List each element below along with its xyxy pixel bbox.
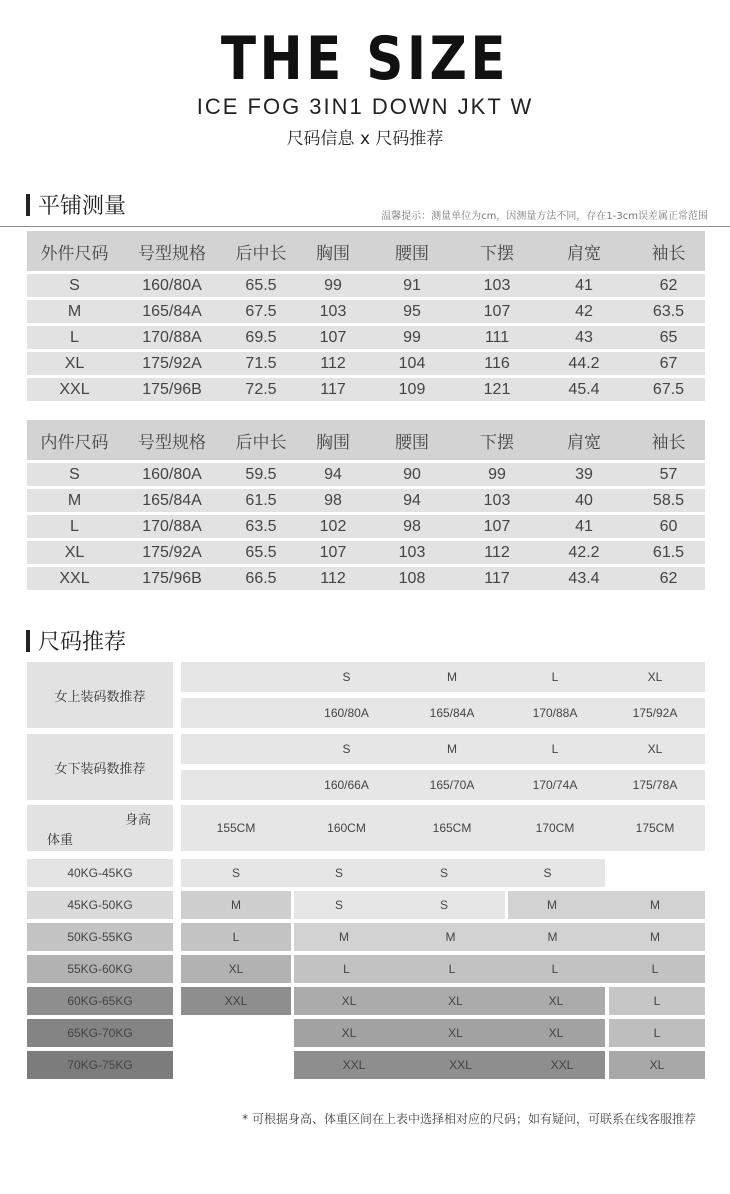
table-row: [27, 274, 705, 297]
table-cell: 175/96B: [122, 567, 222, 590]
heading-bar: [26, 194, 30, 216]
section-subtitle: 尺码信息 x 尺码推荐: [286, 129, 444, 149]
size-cell: S: [231, 866, 240, 880]
column-header: 内件尺码: [27, 420, 122, 460]
table-cell: 107: [458, 515, 536, 538]
measure-note: 温馨提示：测量单位为cm，因测量方法不同，存在1-3cm误差属正常范围: [381, 211, 708, 222]
table-cell: 103: [300, 300, 366, 323]
height-value: 175CM: [635, 821, 675, 835]
column-header: 袖长: [632, 231, 705, 271]
table-cell: XXL: [27, 378, 122, 401]
weight-range: 40KG-45KG: [27, 859, 173, 887]
table-cell: 99: [458, 463, 536, 486]
table-cell: L: [27, 515, 122, 538]
table-cell: 65: [632, 326, 705, 349]
table-cell: 58.5: [632, 489, 705, 512]
size-cell: XL: [181, 955, 291, 983]
table-cell: 121: [458, 378, 536, 401]
table-cell: 94: [300, 463, 366, 486]
table-cell: M: [27, 489, 122, 512]
table-cell: XL: [27, 352, 122, 375]
product-name: ICE FOG 3IN1 DOWN JKT W: [196, 94, 534, 119]
column-header: 袖长: [632, 420, 705, 460]
column-header: 胸围: [300, 420, 366, 460]
top-spec: 170/88A: [532, 706, 578, 720]
size-cell: S: [439, 866, 448, 880]
table-cell: 116: [458, 352, 536, 375]
top-spec: 160/80A: [324, 706, 369, 720]
table-cell: 61.5: [222, 489, 300, 512]
table-cell: 99: [366, 326, 458, 349]
table-row: [27, 515, 705, 538]
table-cell: 170/88A: [122, 515, 222, 538]
table-row: [27, 567, 705, 590]
size-cell: L: [181, 923, 291, 951]
table-cell: XXL: [27, 567, 122, 590]
column-header: 外件尺码: [27, 231, 122, 271]
top-size: XL: [647, 670, 663, 684]
size-cell: XL: [341, 1026, 357, 1040]
table-cell: 65.5: [222, 274, 300, 297]
top-size: L: [551, 670, 559, 684]
top-spec: 175/92A: [632, 706, 678, 720]
size-cell: XXL: [181, 987, 291, 1015]
top-spec: 165/84A: [429, 706, 475, 720]
table-row: [27, 300, 705, 323]
table-cell: 63.5: [222, 515, 300, 538]
table-cell: XL: [27, 541, 122, 564]
size-cell: M: [650, 898, 660, 912]
table-cell: 175/92A: [122, 541, 222, 564]
heading-bar: [26, 630, 30, 652]
table-cell: 66.5: [222, 567, 300, 590]
height-weight-corner: [27, 805, 173, 851]
table-cell: 117: [300, 378, 366, 401]
size-cell: XL: [341, 994, 357, 1008]
outer-size-table: [27, 228, 705, 404]
table-cell: 108: [366, 567, 458, 590]
top-size: M: [447, 670, 457, 684]
table-cell: 103: [366, 541, 458, 564]
table-cell: 165/84A: [122, 300, 222, 323]
size-cell: S: [334, 898, 343, 912]
size-cell: XXL: [550, 1058, 574, 1072]
size-cell: M: [181, 891, 291, 919]
recommend-section-heading: [26, 625, 126, 656]
height-value: 165CM: [432, 821, 472, 835]
column-header: 下摆: [458, 420, 536, 460]
table-cell: 165/84A: [122, 489, 222, 512]
table-cell: 42: [536, 300, 632, 323]
page-title: THE SIZE: [220, 24, 510, 94]
table-cell: 43: [536, 326, 632, 349]
size-cell: M: [339, 930, 349, 944]
inner-size-table: [27, 417, 705, 593]
table-row: [27, 378, 705, 401]
size-cell: M: [445, 930, 456, 944]
table-cell: 160/80A: [122, 463, 222, 486]
table-cell: 103: [458, 274, 536, 297]
table-cell: 42.2: [536, 541, 632, 564]
table-cell: 60: [632, 515, 705, 538]
size-cell: XL: [448, 994, 463, 1008]
table-cell: 112: [300, 567, 366, 590]
table-header-row: [27, 231, 705, 271]
weight-range: 60KG-65KG: [27, 987, 173, 1015]
table-cell: 112: [458, 541, 536, 564]
table-cell: 103: [458, 489, 536, 512]
table-row: [27, 489, 705, 512]
table-cell: 107: [458, 300, 536, 323]
table-row: [27, 541, 705, 564]
size-cell: XL: [609, 1051, 705, 1079]
table-cell: 95: [366, 300, 458, 323]
table-cell: 61.5: [632, 541, 705, 564]
bottom-spec: 170/74A: [532, 778, 578, 792]
table-cell: 57: [632, 463, 705, 486]
size-cell: M: [547, 898, 557, 912]
top-size-label: 女上装码数推荐: [27, 662, 173, 728]
footer-note: * 可根据身高、体重区间在上表中选择相对应的尺码；如有疑问，可联系在线客服推荐: [242, 1112, 696, 1126]
table-cell: 112: [300, 352, 366, 375]
table-cell: 62: [632, 274, 705, 297]
column-header: 肩宽: [536, 420, 632, 460]
size-cell: XL: [548, 994, 564, 1008]
table-cell: 90: [366, 463, 458, 486]
column-header: 后中长: [222, 231, 300, 271]
bottom-size-label: 女下装码数推荐: [27, 734, 173, 800]
table-cell: 107: [300, 326, 366, 349]
table-row: [27, 352, 705, 375]
table-cell: 65.5: [222, 541, 300, 564]
size-cell: S: [543, 866, 552, 880]
size-cell: XXL: [342, 1058, 366, 1072]
table-cell: 62: [632, 567, 705, 590]
table-cell: 40: [536, 489, 632, 512]
table-cell: 160/80A: [122, 274, 222, 297]
size-cell: M: [650, 930, 660, 944]
column-header: 胸围: [300, 231, 366, 271]
measure-section-title: 平铺测量: [38, 194, 127, 219]
table-cell: 104: [366, 352, 458, 375]
table-cell: 39: [536, 463, 632, 486]
column-header: 后中长: [222, 420, 300, 460]
weight-range: 70KG-75KG: [27, 1051, 173, 1079]
bottom-size: M: [447, 742, 457, 756]
table-cell: 117: [458, 567, 536, 590]
size-cell: XL: [548, 1026, 564, 1040]
table-cell: 45.4: [536, 378, 632, 401]
recommend-section-title: 尺码推荐: [38, 630, 127, 655]
table-cell: 94: [366, 489, 458, 512]
weight-label: 体重: [47, 833, 74, 848]
table-cell: L: [27, 326, 122, 349]
table-cell: 71.5: [222, 352, 300, 375]
column-header: 号型规格: [122, 420, 222, 460]
size-cell: L: [343, 962, 350, 976]
table-cell: 67.5: [222, 300, 300, 323]
table-cell: 63.5: [632, 300, 705, 323]
table-cell: S: [27, 274, 122, 297]
column-header: 肩宽: [536, 231, 632, 271]
table-cell: 69.5: [222, 326, 300, 349]
bottom-size: XL: [647, 742, 663, 756]
table-cell: 102: [300, 515, 366, 538]
table-cell: 43.4: [536, 567, 632, 590]
table-row: [27, 463, 705, 486]
measure-section-heading: [26, 189, 126, 220]
column-header: 腰围: [366, 231, 458, 271]
weight-range: 65KG-70KG: [27, 1019, 173, 1047]
table-row: [27, 326, 705, 349]
table-cell: 72.5: [222, 378, 300, 401]
table-cell: 41: [536, 515, 632, 538]
size-cell: M: [547, 930, 558, 944]
top-size: S: [342, 670, 351, 684]
size-cell: L: [651, 962, 659, 976]
column-header: 下摆: [458, 231, 536, 271]
bottom-spec: 160/66A: [324, 778, 369, 792]
table-cell: 67: [632, 352, 705, 375]
table-cell: S: [27, 463, 122, 486]
table-cell: 99: [300, 274, 366, 297]
size-cell: L: [551, 962, 559, 976]
table-cell: 175/92A: [122, 352, 222, 375]
table-header-row: [27, 420, 705, 460]
bottom-size: L: [551, 742, 559, 756]
table-cell: 111: [458, 326, 536, 349]
bottom-spec: 165/70A: [429, 778, 475, 792]
height-value: 170CM: [535, 821, 575, 835]
size-cell: XL: [448, 1026, 463, 1040]
bottom-spec: 175/78A: [632, 778, 678, 792]
column-header: 号型规格: [122, 231, 222, 271]
table-cell: 67.5: [632, 378, 705, 401]
table-cell: M: [27, 300, 122, 323]
size-cell: L: [609, 987, 705, 1015]
table-cell: 59.5: [222, 463, 300, 486]
size-cell: L: [448, 962, 456, 976]
table-cell: 109: [366, 378, 458, 401]
weight-range: 50KG-55KG: [27, 923, 173, 951]
bottom-size: S: [342, 742, 351, 756]
size-cell: XXL: [449, 1058, 472, 1072]
table-cell: 175/96B: [122, 378, 222, 401]
table-cell: 41: [536, 274, 632, 297]
table-cell: 91: [366, 274, 458, 297]
table-cell: 98: [366, 515, 458, 538]
height-value: 155CM: [216, 821, 256, 835]
table-cell: 170/88A: [122, 326, 222, 349]
height-label: 身高: [124, 813, 151, 828]
weight-range: 45KG-50KG: [27, 891, 173, 919]
table-cell: 107: [300, 541, 366, 564]
height-value: 160CM: [327, 821, 366, 835]
weight-range: 55KG-60KG: [27, 955, 173, 983]
size-cell: S: [439, 898, 448, 912]
table-cell: 44.2: [536, 352, 632, 375]
divider: [0, 226, 730, 227]
column-header: 腰围: [366, 420, 458, 460]
size-cell: S: [334, 866, 343, 880]
table-cell: 98: [300, 489, 366, 512]
size-cell: L: [609, 1019, 705, 1047]
